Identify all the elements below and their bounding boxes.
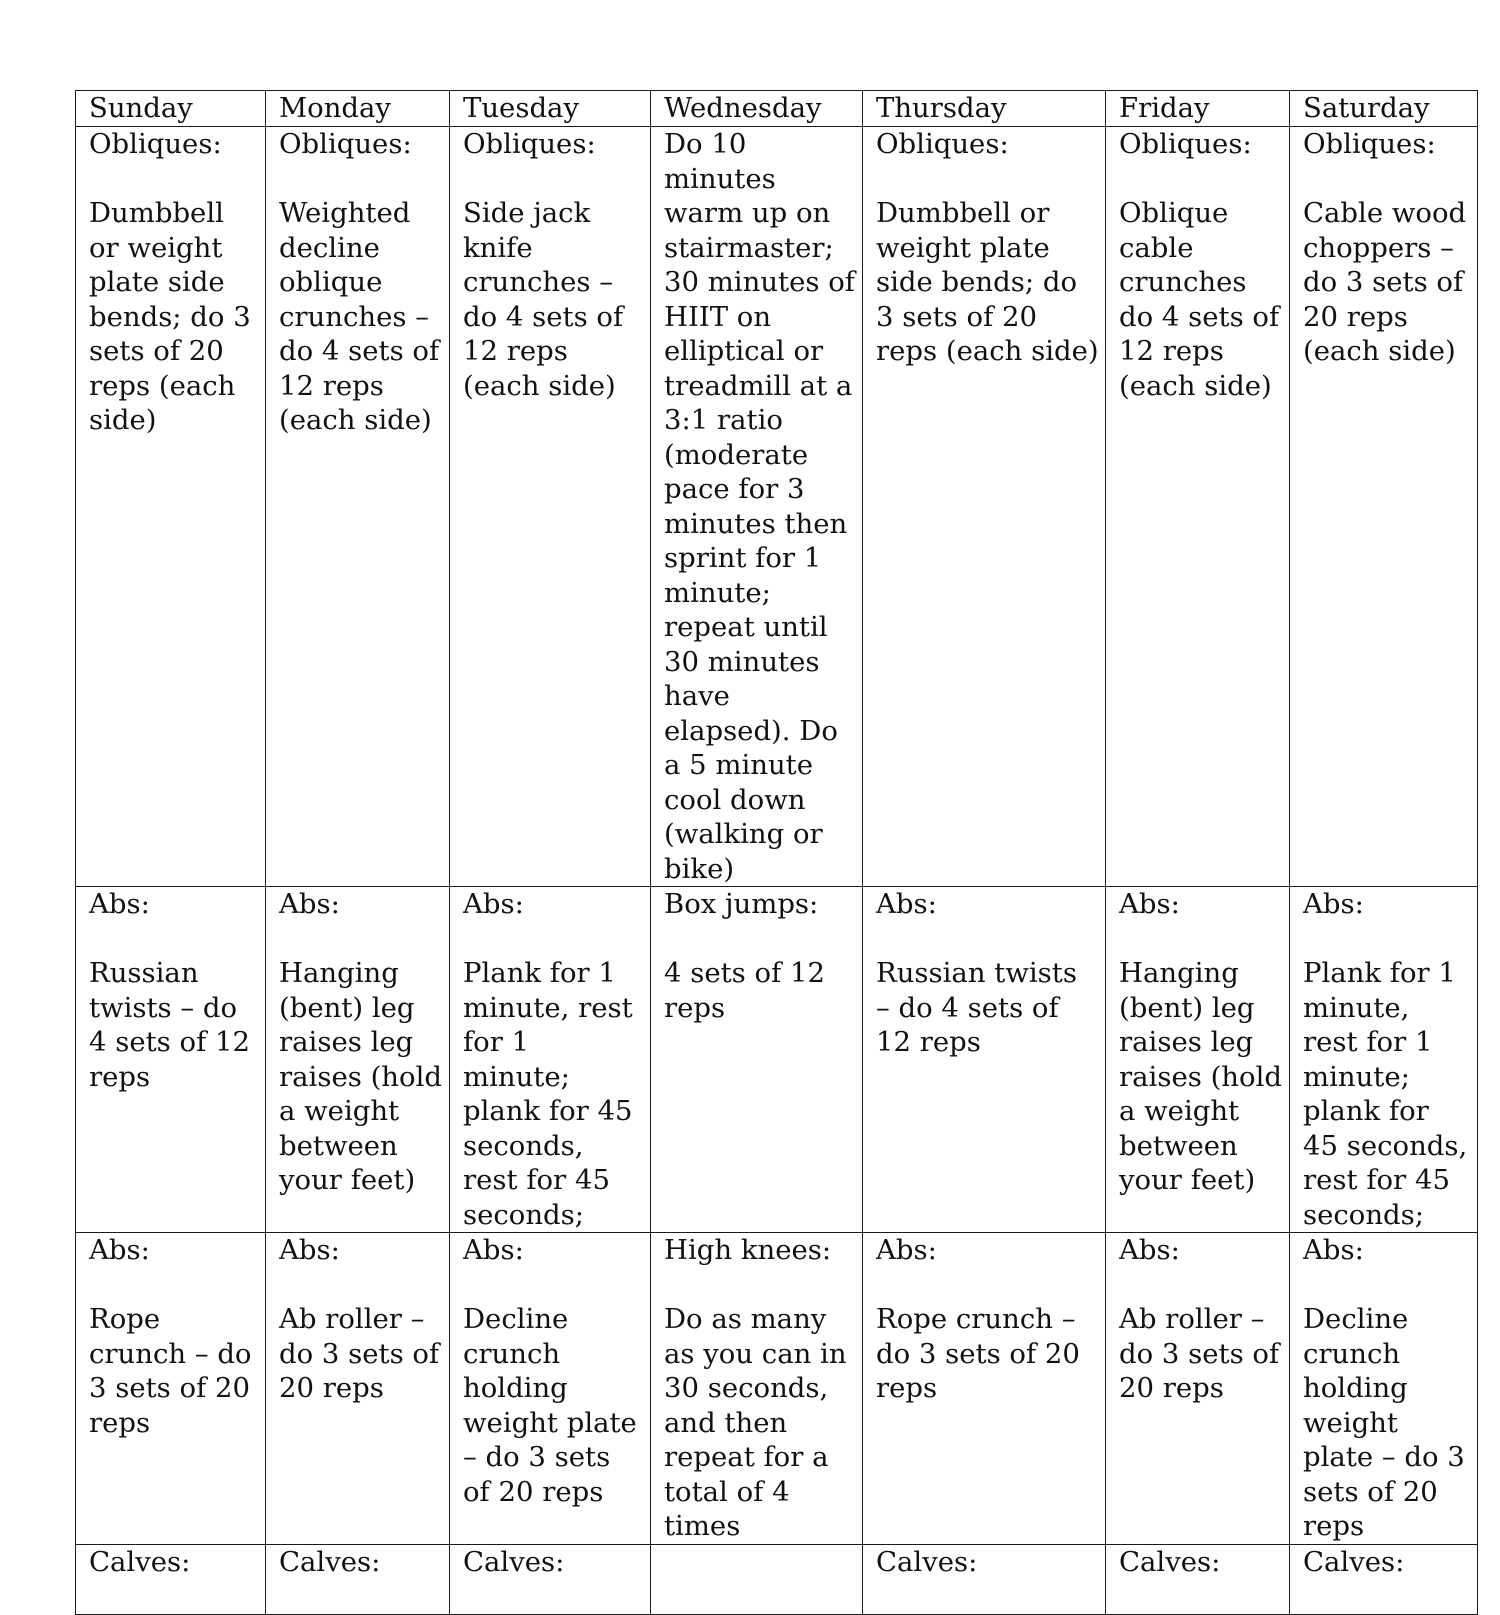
cell-text: Obliques: Cable wood choppers – do 3 sets of 20 reps (each side)	[1303, 128, 1467, 367]
day-header-monday: Monday	[266, 91, 450, 127]
day-header-saturday: Saturday	[1290, 91, 1478, 127]
cell-text: Calves:	[1119, 1545, 1221, 1578]
table-cell	[863, 1233, 1106, 1545]
table-cell	[1290, 127, 1478, 887]
cell-text: Abs: Russian twists – do 4 sets of 12 reps	[876, 888, 1077, 1058]
cell-text: Box jumps: 4 sets of 12 reps	[664, 888, 825, 1024]
table-cell	[863, 127, 1106, 887]
table-cell	[266, 887, 450, 1233]
table-cell	[651, 887, 863, 1233]
table-cell	[651, 127, 863, 887]
cell-text: Obliques: Side jack knife crunches – do 4 sets of 12 reps (each side)	[463, 128, 624, 402]
cell-text: Abs: Plank for 1 minute, rest for 1 minute; plank for 45 seconds, rest for 45 seconds;	[463, 888, 633, 1231]
table-cell	[266, 1233, 450, 1545]
table-cell	[450, 1233, 651, 1545]
table-cell	[863, 1544, 1106, 1614]
day-header-wednesday: Wednesday	[651, 91, 863, 127]
workout-schedule-table	[75, 90, 1478, 1615]
table-cell	[863, 887, 1106, 1233]
table-cell	[450, 887, 651, 1233]
cell-text: Abs: Decline crunch holding weight plate – do 3 sets of 20 reps	[1303, 1234, 1465, 1542]
header-row	[76, 91, 1478, 127]
table-row	[76, 127, 1478, 887]
cell-text: Calves:	[1303, 1545, 1405, 1578]
cell-text: Obliques: Dumbbell or weight plate side bends; do 3 sets of 20 reps (each side)	[89, 128, 251, 436]
cell-text: Do 10 minutes warm up on stairmaster; 30 minutes of HIIT on elliptical or treadmill at a 3:1 ratio (moderate pace for 3 minutes then sprint for 1 minute; repeat until 30 minutes have elapsed). Do a 5 minute cool down (walking or bike)	[664, 128, 864, 885]
table-cell	[1290, 1544, 1478, 1614]
cell-text: Obliques: Weighted decline oblique crunches – do 4 sets of 12 reps (each side)	[279, 128, 440, 436]
cell-text: Abs: Hanging (bent) leg raises leg raises (hold a weight between your feet)	[279, 888, 442, 1196]
table-cell	[266, 1544, 450, 1614]
cell-text: Abs: Decline crunch holding weight plate – do 3 sets of 20 reps	[463, 1234, 637, 1508]
day-header-thursday: Thursday	[863, 91, 1106, 127]
table-row	[76, 1544, 1478, 1614]
day-header-friday: Friday	[1106, 91, 1290, 127]
table-cell	[266, 127, 450, 887]
table-cell	[651, 1544, 863, 1614]
cell-text: Calves:	[876, 1545, 978, 1578]
table-cell	[1290, 887, 1478, 1233]
table-cell	[450, 1544, 651, 1614]
table-cell	[450, 127, 651, 887]
cell-text: High knees: Do as many as you can in 30 seconds, and then repeat for a total of 4 times	[664, 1234, 847, 1542]
cell-text: Calves:	[279, 1545, 381, 1578]
cell-text: Obliques: Oblique cable crunches do 4 sets of 12 reps (each side)	[1119, 128, 1280, 402]
cell-text: Abs: Rope crunch – do 3 sets of 20 reps	[89, 1234, 252, 1439]
table-cell	[651, 1233, 863, 1545]
table-cell	[76, 1544, 266, 1614]
cell-text: Abs: Plank for 1 minute, rest for 1 minute; plank for 45 seconds, rest for 45 seconds;	[1303, 888, 1468, 1231]
table-cell	[1106, 1233, 1290, 1545]
day-header-sunday: Sunday	[76, 91, 266, 127]
cell-text: Abs: Russian twists – do 4 sets of 12 reps	[89, 888, 250, 1093]
table-cell	[1290, 1233, 1478, 1545]
cell-text: Obliques: Dumbbell or weight plate side bends; do 3 sets of 20 reps (each side)	[876, 128, 1099, 367]
table-row	[76, 1233, 1478, 1545]
day-header-tuesday: Tuesday	[450, 91, 651, 127]
table-cell	[76, 127, 266, 887]
table-cell	[1106, 127, 1290, 887]
table-cell	[1106, 1544, 1290, 1614]
cell-text: Abs: Rope crunch – do 3 sets of 20 reps	[876, 1234, 1080, 1404]
table-row	[76, 887, 1478, 1233]
table-cell	[76, 887, 266, 1233]
table-cell	[1106, 887, 1290, 1233]
cell-text: Calves:	[89, 1545, 191, 1578]
cell-text: Abs: Ab roller – do 3 sets of 20 reps	[279, 1234, 440, 1404]
cell-text: Abs: Hanging (bent) leg raises leg raises (hold a weight between your feet)	[1119, 888, 1282, 1196]
cell-text: Calves:	[463, 1545, 565, 1578]
table-cell	[76, 1233, 266, 1545]
cell-text: Abs: Ab roller – do 3 sets of 20 reps	[1119, 1234, 1280, 1404]
